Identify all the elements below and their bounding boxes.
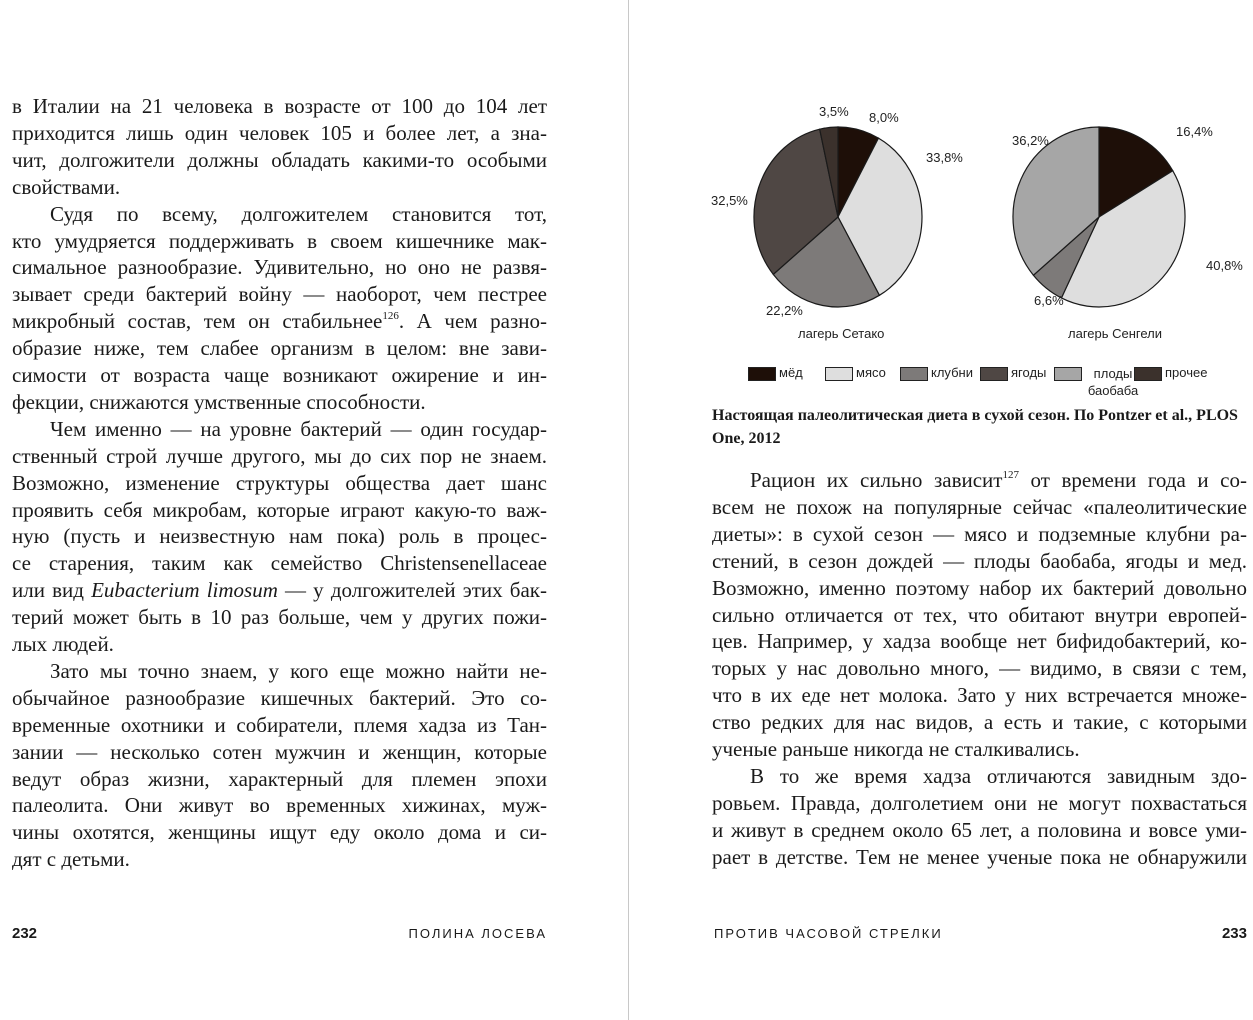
- text-run: Eubacterium limosum: [91, 578, 278, 603]
- text-run: симости от возраста чаще возникают ожирение и ин-: [12, 363, 547, 387]
- pie-label: 22,2%: [766, 303, 803, 318]
- text-run: рает в детстве. Тем не менее ученые пока не обнаружили: [712, 844, 1247, 869]
- pie-label: 3,5%: [819, 104, 849, 119]
- text-run: и живут в среднем около 65 лет, а половина и вовсе уми-: [712, 817, 1247, 842]
- text-run: палеолита. Они живут во временных хижинах, муж-: [12, 793, 547, 818]
- text-run: — у долгожителей этих бак-: [277, 578, 547, 603]
- text-run: В то же время хадза отличаются завидным здо-: [750, 763, 1247, 788]
- text-run: Чем именно — на уровне бактерий — один государ-: [50, 416, 547, 441]
- page-number-left: 232: [12, 925, 38, 942]
- text-run: или вид: [12, 578, 92, 603]
- legend-yagody: [980, 365, 1046, 381]
- legend-swatch: [825, 367, 853, 381]
- text-run: ную (пусть и неизвестную нам пока) роль в процес-: [12, 524, 547, 549]
- legend-klubni: [900, 365, 973, 381]
- pie-label: 33,8%: [926, 150, 963, 165]
- text-run: ученые раньше никогда не сталкивались.: [712, 737, 1080, 761]
- text-run: фекции, снижаются умственные способности.: [12, 389, 426, 414]
- text-run: дят с детьми.: [12, 847, 130, 872]
- text-run: ведут образ жизни, характерный для племен эпохи: [12, 766, 547, 791]
- text-run: кто умудряется поддерживать в своем кишечнике мак-: [12, 228, 547, 253]
- legend-label: мёд: [779, 365, 803, 380]
- text-run: лых людей.: [12, 632, 114, 656]
- legend-plody: [1054, 365, 1141, 399]
- legend-swatch: [900, 367, 928, 381]
- legend-label: клубни: [931, 365, 973, 380]
- text-run: всем не похож на популярные сейчас «палеолитические: [712, 494, 1247, 519]
- text-run: сильно отличается от тех, что обитают внутри европей-: [712, 602, 1247, 627]
- text-run: Рацион их сильно зависит: [750, 468, 1003, 492]
- text-run: что в их еде нет молока. Зато у них встречается множе-: [712, 683, 1247, 708]
- text-run: ровьем. Правда, долголетием они не могут похвастаться: [712, 790, 1247, 815]
- legend-prochee: [1134, 365, 1207, 381]
- text-run: чит, долгожители должны обладать какими-то особыми: [12, 147, 547, 172]
- pie-title: лагерь Сенгели: [1068, 326, 1163, 341]
- text-run: микробный состав, тем он стабильнее: [12, 309, 383, 334]
- legend-swatch: [1054, 367, 1082, 381]
- pie-label: 40,8%: [1206, 258, 1243, 273]
- figure-caption: Настоящая палеолитическая диета в сухой сезон. По Pontzer et al., PLOS One, 2012: [712, 407, 1238, 447]
- pie-title: лагерь Сетако: [798, 326, 885, 341]
- legend-label: мясо: [856, 365, 886, 380]
- legend-swatch: [1134, 367, 1162, 381]
- text-run: Зато мы точно знаем, у кого еще можно найти не-: [50, 658, 547, 683]
- text-run: симальное разнообразие. Удивительно, но оно не развя-: [12, 255, 547, 280]
- footnote-ref: 126: [382, 310, 399, 323]
- text-run: Судя по всему, долгожителем становится тот,: [50, 201, 547, 226]
- legend-med: [748, 365, 803, 381]
- legend-myaso: [825, 365, 886, 381]
- text-run: ство редких для нас видов, а есть и такие, с которыми: [712, 710, 1247, 735]
- running-head-title: ПРОТИВ ЧАСОВОЙ СТРЕЛКИ: [714, 926, 943, 941]
- text-run: диеты»: в сухой сезон — мясо и подземные клубни ра-: [712, 521, 1247, 546]
- footnote-ref: 127: [1002, 469, 1019, 481]
- text-run: свойствами.: [12, 174, 121, 199]
- text-run: от времени года и со-: [1018, 468, 1247, 492]
- pie-label: 36,2%: [1012, 133, 1049, 148]
- text-run: зывает среди бактерий войну — наоборот, чем пестрее: [12, 282, 547, 307]
- pie-label: 32,5%: [711, 193, 748, 208]
- legend-swatch: [980, 367, 1008, 381]
- text-run: Возможно, изменение структуры общества дает шанс: [12, 470, 547, 495]
- text-run: чины охотятся, женщины ищут еду около дома и си-: [12, 820, 547, 845]
- pie-label: 8,0%: [869, 110, 899, 125]
- legend-swatch: [748, 367, 776, 381]
- text-run: цев. Например, у хадза вообще нет бифидобактерий, ко-: [712, 629, 1247, 654]
- pie-label: 16,4%: [1176, 124, 1213, 139]
- legend-label: плоды баобаба: [1087, 366, 1139, 398]
- text-run: . А чем разно-: [398, 309, 547, 334]
- text-run: стений, в сезон дождей — плоды баобаба, ягоды и мед.: [712, 548, 1247, 573]
- text-run: временные охотники и собиратели, племя хадза из Тан-: [12, 712, 547, 737]
- text-run: Возможно, именно поэтому набор их бактерий довольно: [712, 575, 1247, 600]
- text-run: торых у нас довольно много, — видимо, в связи с тем,: [712, 656, 1247, 681]
- page-number-right: 233: [1221, 925, 1247, 942]
- text-run: обычайное разнообразие кишечных бактерий. Это со-: [12, 685, 547, 710]
- text-run: се старения, таким как семейство Christensenellaceae: [12, 551, 547, 576]
- text-run: зании — несколько сотен мужчин и женщин, которые: [12, 739, 547, 764]
- text-run: в Италии на 21 человека в возрасте от 100 до 104 лет: [12, 94, 547, 118]
- running-head-author: ПОЛИНА ЛОСЕВА: [408, 926, 547, 941]
- pie-label: 6,6%: [1034, 293, 1064, 308]
- text-run: ственный строй лучше другого, мы до сих пор не знаем.: [12, 443, 547, 468]
- text-run: проявить себя микробам, которые играют какую-то важ-: [12, 497, 547, 522]
- text-run: терий может быть в 10 раз больше, чем у других пожи-: [12, 605, 547, 630]
- text-run: приходится лишь один человек 105 и более лет, а зна-: [12, 120, 547, 145]
- text-run: образие ниже, тем слабее организм в целом: вне зави-: [12, 336, 547, 361]
- legend-label: ягоды: [1011, 365, 1047, 380]
- legend-label: прочее: [1165, 365, 1208, 380]
